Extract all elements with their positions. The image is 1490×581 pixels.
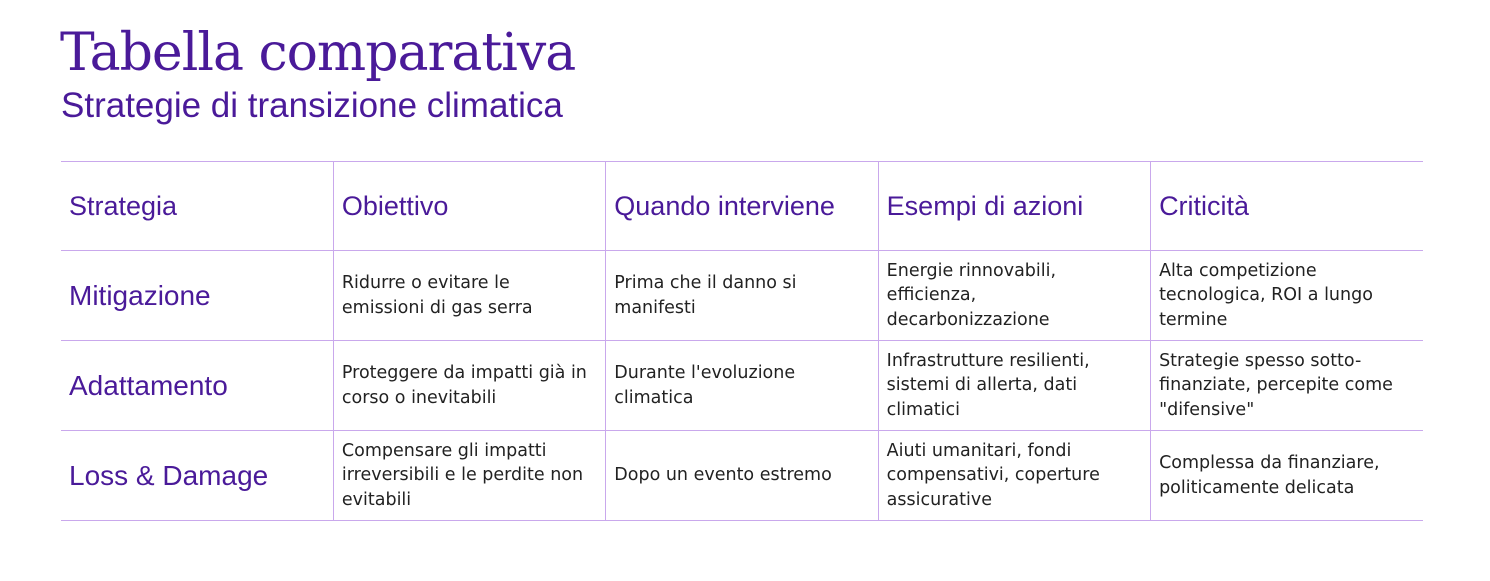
column-header-obiettivo: Obiettivo <box>333 162 605 251</box>
table-cell: Energie rinnovabili, efficienza, decarbonizzazione <box>878 251 1150 341</box>
table-row-adattamento <box>61 341 1423 431</box>
table-cell: Proteggere da impatti già in corso o inevitabili <box>333 341 605 431</box>
table-cell: Alta competizione tecnologica, ROI a lungo termine <box>1151 251 1423 341</box>
column-header-strategia: Strategia <box>61 162 333 251</box>
table-cell: Ridurre o evitare le emissioni di gas serra <box>333 251 605 341</box>
page-subtitle: Strategie di transizione climatica <box>61 86 563 125</box>
table-cell: Complessa da finanziare, politicamente delicata <box>1151 431 1423 521</box>
table-cell: Aiuti umanitari, fondi compensativi, coperture assicurative <box>878 431 1150 521</box>
comparison-table <box>61 161 1423 521</box>
column-header-quando: Quando interviene <box>606 162 878 251</box>
table-row-loss-damage <box>61 431 1423 521</box>
row-header: Mitigazione <box>61 251 333 341</box>
row-header: Loss & Damage <box>61 431 333 521</box>
table-cell: Strategie spesso sotto-finanziate, percepite come "difensive" <box>1151 341 1423 431</box>
table-cell: Dopo un evento estremo <box>606 431 878 521</box>
table-cell: Infrastrutture resilienti, sistemi di allerta, dati climatici <box>878 341 1150 431</box>
column-header-criticita: Criticità <box>1151 162 1423 251</box>
table-header-row <box>61 162 1423 251</box>
table-cell: Durante l'evoluzione climatica <box>606 341 878 431</box>
table-cell: Prima che il danno si manifesti <box>606 251 878 341</box>
row-header: Adattamento <box>61 341 333 431</box>
page-title: Tabella comparativa <box>60 23 576 83</box>
table-cell: Compensare gli impatti irreversibili e le perdite non evitabili <box>333 431 605 521</box>
column-header-esempi: Esempi di azioni <box>878 162 1150 251</box>
table-row-mitigazione <box>61 251 1423 341</box>
